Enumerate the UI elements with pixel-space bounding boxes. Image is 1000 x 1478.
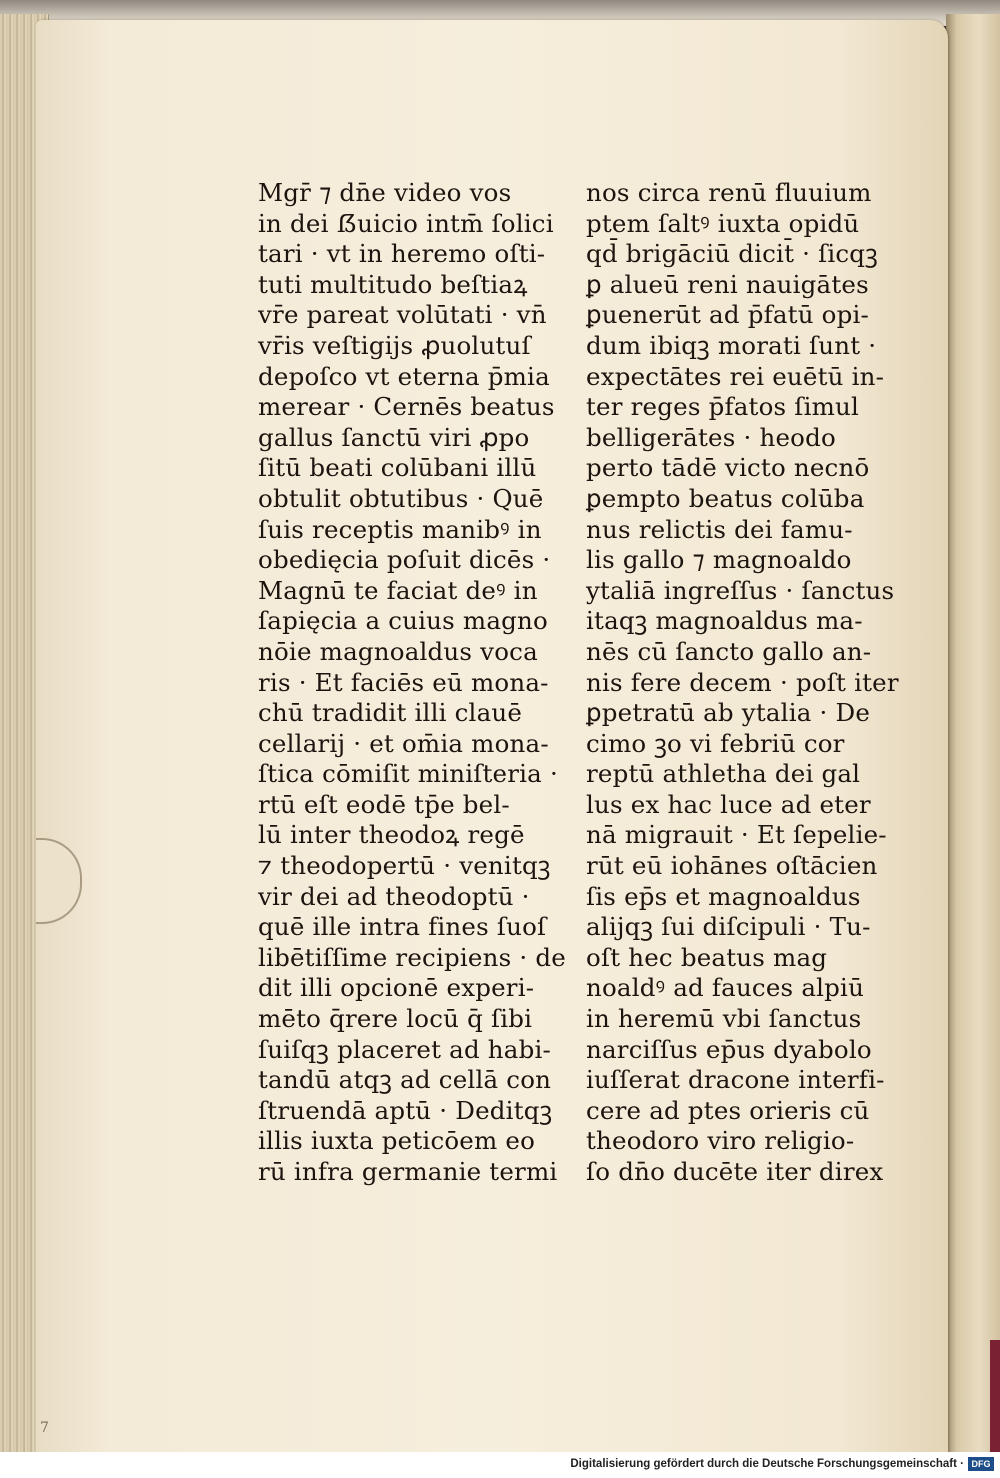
text-line: chū tradidit illi clauē — [258, 698, 523, 728]
text-line: vir dei ad theodoptū · — [258, 881, 530, 911]
text-line: ptem ſaltꝰ iuxta opidū — [586, 208, 860, 238]
text-line: merear · Cernēs beatus — [258, 392, 555, 422]
text-line: ſtica cōmiſit miniſteria · — [258, 759, 558, 789]
text-column-left — [258, 178, 566, 1188]
text-line: nēs cū ſancto gallo an- — [586, 636, 872, 666]
text-line: tuti multitudo beſtiaꝝ — [258, 269, 528, 299]
text-line: ꝑempto beatus colūba — [586, 483, 865, 513]
text-line: belligerātes · heodo — [586, 422, 836, 452]
text-line: perto tādē victo necnō — [586, 453, 870, 483]
text-line: theodoro viro religio- — [586, 1126, 855, 1156]
text-line: nōie magnoaldus voca — [258, 636, 538, 666]
text-line: narciſſus ep̄us dyabolo — [586, 1034, 872, 1064]
text-line: rtū eſt eodē tp̄e bel- — [258, 789, 510, 819]
text-line: cere ad ptes orieris cū — [586, 1095, 870, 1125]
text-line: vr̄e pareat volūtati · vn̄ — [258, 300, 547, 330]
text-line: iuſſerat dracone interfi- — [586, 1065, 885, 1095]
text-line: depoſco vt eterna p̄mia — [258, 361, 550, 391]
text-line: ſtruendā aptū · Deditqꝫ — [258, 1095, 553, 1125]
text-line: itaqꝫ magnoaldus ma- — [586, 606, 863, 636]
text-column-right — [586, 178, 899, 1188]
page-tab-mark — [36, 838, 82, 924]
text-line: rū infra germanie termi — [258, 1157, 558, 1186]
text-line: obedięcia poſuit dicēs · — [258, 545, 551, 575]
text-line: reptū athletha dei gal — [586, 759, 861, 789]
text-line: oſt hec beatus mag — [586, 942, 828, 972]
text-line: nos circa renū fluuium — [586, 178, 872, 207]
dfg-logo: DFG — [968, 1457, 994, 1471]
text-line: obtulit obtutibus · Quē — [258, 483, 544, 513]
text-line: cellarij · et om̄ia mona- — [258, 728, 549, 758]
text-line: ytaliā ingreſſus · ſanctus — [586, 575, 895, 605]
text-line: ꝑuenerūt ad p̄fatū opi- — [586, 300, 870, 330]
text-line: quē ille intra fines ſuoſ — [258, 912, 547, 942]
bookmark-ribbon — [990, 1340, 1000, 1452]
text-line: ꝑpetratū ab ytalia · De — [586, 698, 871, 728]
text-line: dit illi opcionē experi- — [258, 973, 535, 1003]
text-line: nis fere decem · poſt iter — [586, 667, 899, 697]
text-line: lus ex hac luce ad eter — [586, 789, 871, 819]
text-line: tari · vt in heremo oſti- — [258, 239, 546, 269]
text-line: nus relictis dei famu- — [586, 514, 853, 544]
text-line: expectātes rei euētū in- — [586, 361, 885, 391]
text-line: gallus ſanctū viri ꝓpo — [258, 422, 530, 452]
text-line: Magnū te faciat deꝰ in — [258, 575, 538, 605]
text-line: cimo ꝫo vi febriū cor — [586, 728, 845, 758]
gutter-mark: 7 — [40, 1420, 49, 1436]
text-line: dum ibiqꝫ morati ſunt · — [586, 330, 877, 360]
funding-credit: Digitalisierung gefördert durch die Deutsche Forschungsgemeinschaft · — [570, 1458, 964, 1470]
text-line: ſis ep̄s et magnoaldus — [586, 881, 861, 911]
text-line: nā migrauit · Et ſepelie- — [586, 820, 887, 850]
text-line: tandū atqꝫ ad cellā con — [258, 1065, 552, 1095]
text-line: ⁊ theodopertū · venitqꝫ — [258, 851, 551, 881]
text-line: lū inter theodoꝝ regē — [258, 820, 525, 850]
text-line: illis iuxta peticōem eo — [258, 1126, 536, 1156]
text-line: qd̄ brigāciū dicit̄ · ſicqꝫ — [586, 239, 878, 269]
text-line: in heremū vbi ſanctus — [586, 1004, 862, 1034]
footer-bar — [0, 1452, 1000, 1478]
text-line: libētiſſime recipiens · de — [258, 942, 566, 972]
text-line: alijqꝫ ſui diſcipuli · Tu- — [586, 912, 871, 942]
text-line: ſapięcia a cuius magno — [258, 606, 548, 636]
text-line: ſuis receptis manibꝰ in — [258, 514, 542, 544]
text-line: Mgr̄ ⁊ dn̄e video vos — [258, 178, 512, 207]
next-page-edge — [946, 14, 1000, 1452]
text-line: ꝑ alueū reni nauigātes — [586, 269, 869, 299]
text-line: lis gallo ⁊ magnoaldo — [586, 545, 852, 575]
text-line: noaldꝰ ad fauces alpiū — [586, 973, 865, 1003]
text-line: ris · Et faciēs eū mona- — [258, 667, 549, 697]
text-line: in dei ẞuicio intm̄ ſolici — [258, 208, 554, 238]
text-line: ſitū beati colūbani illū — [258, 453, 537, 483]
text-line: vr̄is veſtigijs ꝓuolutuſ — [258, 330, 531, 360]
text-line: ſo dn̄o ducēte iter direx — [586, 1157, 884, 1186]
text-line: rūt eū iohānes oſtācien — [586, 851, 878, 881]
text-line: mēto q̄rere locū q̄ ſibi — [258, 1004, 533, 1034]
text-line: ter reges p̄fatos ſimul — [586, 392, 860, 422]
text-line: ſuiſqꝫ placeret ad habi- — [258, 1034, 551, 1064]
